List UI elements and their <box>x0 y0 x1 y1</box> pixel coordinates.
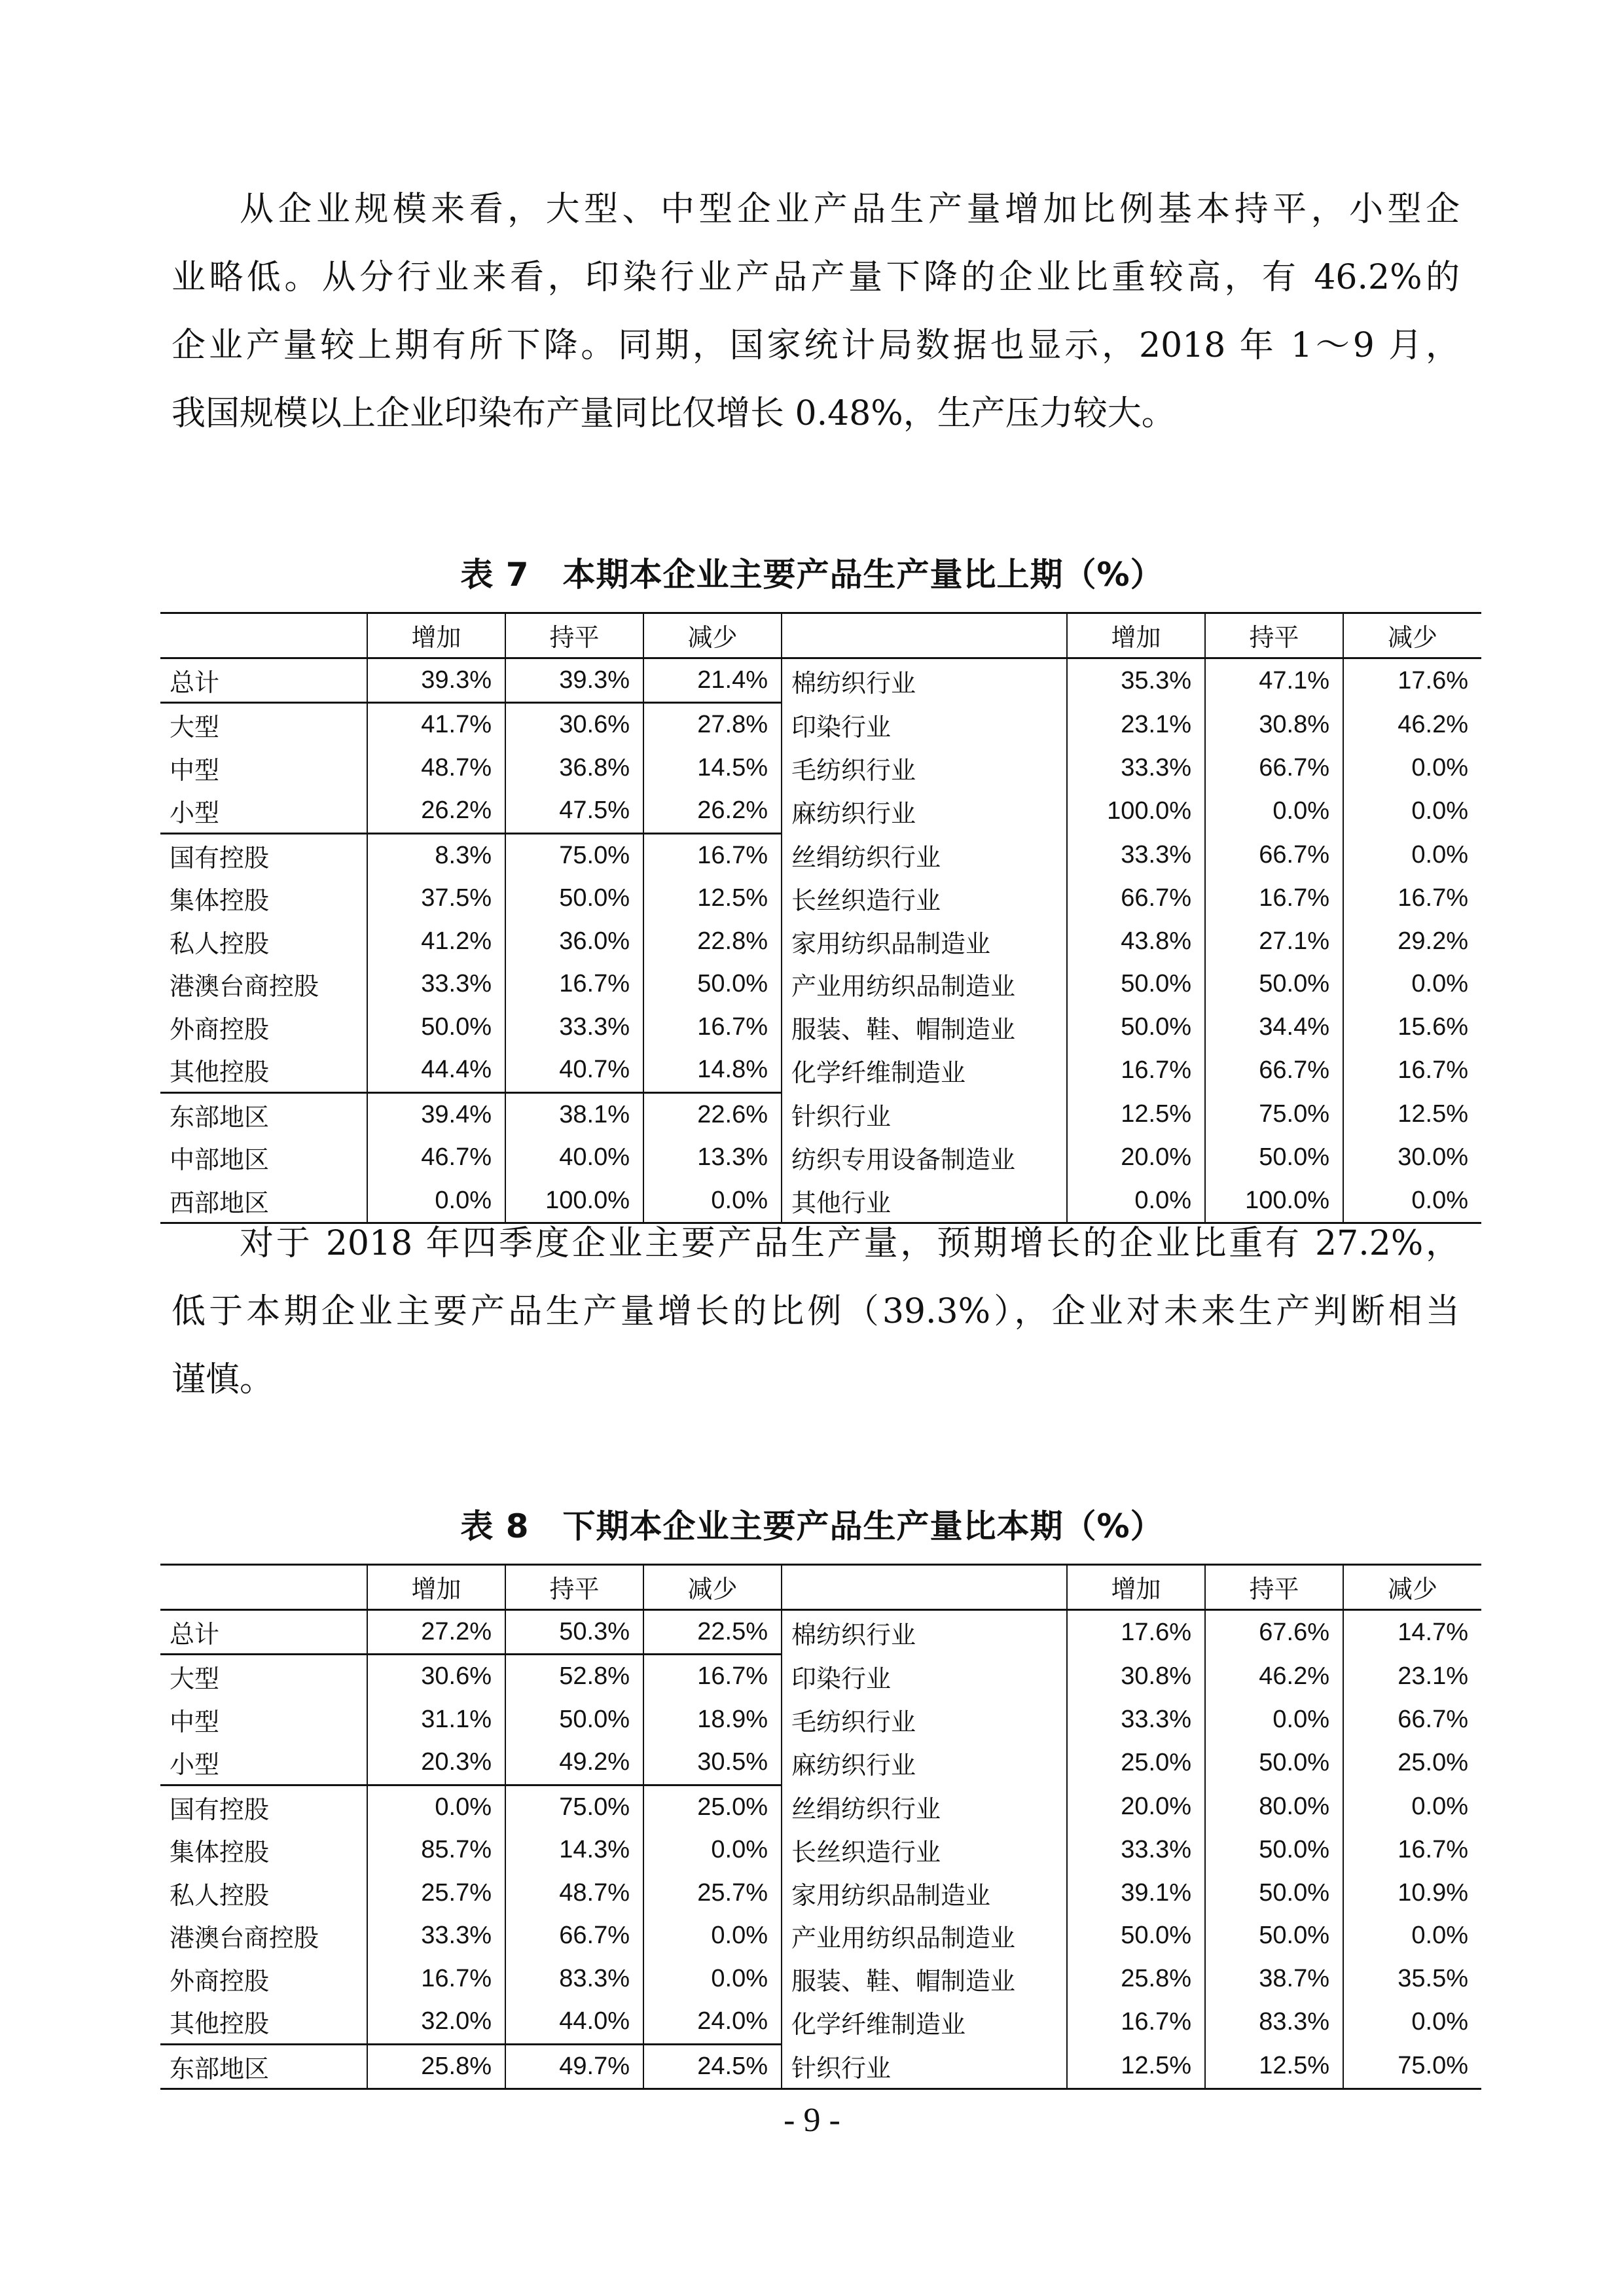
table-row <box>160 833 1481 877</box>
value-cell: 75.0% <box>1343 2044 1481 2089</box>
row-label-cell: 家用纺织品制造业 <box>782 1872 1067 1915</box>
value-cell: 32.0% <box>367 2000 505 2044</box>
value-cell: 50.0% <box>1067 1914 1205 1958</box>
table-row <box>160 789 1481 833</box>
value-cell: 25.0% <box>1398 1749 1468 1776</box>
value-cell: 50.0% <box>1205 963 1343 1006</box>
row-label-cell: 集体控股 <box>160 1829 367 1872</box>
table-8 <box>160 1564 1481 2090</box>
value-cell: 25.8% <box>1067 1958 1205 2001</box>
value-cell: 39.3% <box>505 658 643 703</box>
row-label-cell: 中型 <box>160 1698 367 1742</box>
table-row <box>160 963 1481 1006</box>
value-cell: 66.7% <box>1067 877 1205 920</box>
value-cell: 33.3% <box>1067 1698 1205 1742</box>
column-header: 持平 <box>1205 1565 1343 1610</box>
row-label-cell: 集体控股 <box>160 877 367 920</box>
row-label-cell: 产业用纺织品制造业 <box>782 963 1067 1006</box>
table-row <box>160 747 1481 790</box>
value-cell: 49.7% <box>505 2044 643 2089</box>
value-cell: 24.0% <box>643 2000 782 2044</box>
value-cell: 27.2% <box>367 1609 505 1655</box>
value-cell: 0.0% <box>1411 2008 1468 2036</box>
value-cell: 29.2% <box>1398 927 1468 955</box>
value-cell: 47.5% <box>505 789 643 833</box>
value-cell: 33.3% <box>367 963 505 1006</box>
value-cell: 27.1% <box>1205 920 1343 963</box>
table-row <box>160 703 1481 747</box>
column-header <box>160 1565 367 1610</box>
row-label-cell: 总计 <box>160 1609 367 1655</box>
value-cell: 100.0% <box>1205 1179 1343 1223</box>
column-header: 增加 <box>367 1565 505 1610</box>
paragraph-1-line-4: 我国规模以上企业印染布产量同比仅增长 0.48%，生产压力较大。 <box>171 394 1176 433</box>
value-cell: 0.0% <box>367 1785 505 1829</box>
page-number: - 9 - <box>784 2102 840 2139</box>
value-cell: 14.8% <box>643 1049 782 1092</box>
paragraph-1-line-3: 企业产量较上期有所下降。同期，国家统计局数据也显示，2018 年 1～9 月， <box>171 326 1460 365</box>
column-header: 增加 <box>367 613 505 658</box>
value-cell: 25.8% <box>367 2044 505 2089</box>
value-cell: 33.3% <box>1067 747 1205 790</box>
value-cell: 23.1% <box>1398 1662 1468 1690</box>
paragraph-2 <box>171 1210 1460 1414</box>
value-cell: 66.7% <box>1205 833 1343 877</box>
value-cell: 22.5% <box>643 1609 782 1655</box>
row-label-cell: 国有控股 <box>160 1785 367 1829</box>
value-cell: 39.1% <box>1067 1872 1205 1915</box>
value-cell: 49.2% <box>505 1741 643 1785</box>
paragraph-1-line-1: 从企业规模来看，大型、中型企业产品生产量增加比例基本持平，小型企 <box>240 190 1460 229</box>
table-row <box>160 1006 1481 1049</box>
value-cell: 0.0% <box>1067 1179 1205 1223</box>
value-cell: 66.7% <box>1398 1705 1468 1733</box>
value-cell: 0.0% <box>1411 1793 1468 1820</box>
value-cell: 36.8% <box>505 747 643 790</box>
column-header: 减少 <box>1343 613 1481 658</box>
value-cell: 40.7% <box>505 1049 643 1092</box>
value-cell: 83.3% <box>1205 2000 1343 2044</box>
table-row <box>160 1698 1481 1742</box>
table-row <box>160 1049 1481 1092</box>
value-cell: 48.7% <box>367 747 505 790</box>
value-cell: 16.7% <box>643 1006 782 1049</box>
table-row <box>160 1958 1481 2001</box>
value-cell: 43.8% <box>1067 920 1205 963</box>
row-label-cell: 麻纺织行业 <box>782 789 1067 833</box>
row-label-cell: 棉纺织行业 <box>782 1609 1067 1655</box>
row-label-cell: 总计 <box>160 658 367 703</box>
row-label-cell: 东部地区 <box>160 1092 367 1136</box>
row-label-cell: 其他行业 <box>782 1179 1067 1223</box>
column-header <box>782 613 1067 658</box>
value-cell: 50.0% <box>1205 1829 1343 1872</box>
value-cell: 12.5% <box>1067 1092 1205 1136</box>
row-label-cell: 长丝织造行业 <box>782 1829 1067 1872</box>
paragraph-1-line-2: 业略低。从分行业来看，印染行业产品产量下降的企业比重较高，有 46.2%的 <box>171 258 1460 297</box>
value-cell: 12.5% <box>643 877 782 920</box>
row-label-cell: 私人控股 <box>160 920 367 963</box>
value-cell: 34.4% <box>1205 1006 1343 1049</box>
row-label-cell: 外商控股 <box>160 1958 367 2001</box>
table-row <box>160 2000 1481 2044</box>
row-label-cell: 印染行业 <box>782 703 1067 747</box>
value-cell: 39.4% <box>367 1092 505 1136</box>
value-cell: 47.1% <box>1205 658 1343 703</box>
column-header: 持平 <box>505 613 643 658</box>
column-header: 增加 <box>1067 1565 1205 1610</box>
column-header <box>782 1565 1067 1610</box>
row-label-cell: 针织行业 <box>782 1092 1067 1136</box>
value-cell: 0.0% <box>643 1829 782 1872</box>
value-cell: 35.3% <box>1067 658 1205 703</box>
row-label-cell: 纺织专用设备制造业 <box>782 1136 1067 1179</box>
table-row <box>160 920 1481 963</box>
value-cell: 0.0% <box>643 1958 782 2001</box>
row-label-cell: 小型 <box>160 1741 367 1785</box>
value-cell: 27.8% <box>643 703 782 747</box>
row-label-cell: 港澳台商控股 <box>160 963 367 1006</box>
value-cell: 0.0% <box>1411 970 1468 998</box>
column-header: 减少 <box>643 613 782 658</box>
value-cell: 50.0% <box>1205 1136 1343 1179</box>
value-cell: 13.3% <box>643 1136 782 1179</box>
value-cell: 33.3% <box>505 1006 643 1049</box>
value-cell: 50.0% <box>1205 1872 1343 1915</box>
value-cell: 38.7% <box>1205 1958 1343 2001</box>
row-label-cell: 棉纺织行业 <box>782 658 1067 703</box>
value-cell: 14.5% <box>643 747 782 790</box>
table-row <box>160 877 1481 920</box>
value-cell: 30.6% <box>505 703 643 747</box>
value-cell: 0.0% <box>367 1179 505 1223</box>
row-label-cell: 化学纤维制造业 <box>782 1049 1067 1092</box>
value-cell: 80.0% <box>1205 1785 1343 1829</box>
value-cell: 33.3% <box>1067 833 1205 877</box>
value-cell: 16.7% <box>1398 1056 1468 1084</box>
table-row <box>160 1609 1481 1655</box>
value-cell: 16.7% <box>643 833 782 877</box>
column-header: 持平 <box>1205 613 1343 658</box>
table-row <box>160 658 1481 703</box>
value-cell: 16.7% <box>367 1958 505 2001</box>
paragraph-2-line-3: 谨慎。 <box>171 1360 274 1399</box>
value-cell: 35.5% <box>1398 1964 1468 1992</box>
value-cell: 17.6% <box>1398 666 1468 694</box>
row-label-cell: 服装、鞋、帽制造业 <box>782 1958 1067 2001</box>
value-cell: 30.6% <box>367 1655 505 1698</box>
row-label-cell: 小型 <box>160 789 367 833</box>
row-label-cell: 丝绢纺织行业 <box>782 1785 1067 1829</box>
row-label-cell: 长丝织造行业 <box>782 877 1067 920</box>
row-label-cell: 服装、鞋、帽制造业 <box>782 1006 1067 1049</box>
row-label-cell: 毛纺织行业 <box>782 1698 1067 1742</box>
value-cell: 8.3% <box>367 833 505 877</box>
value-cell: 37.5% <box>367 877 505 920</box>
row-label-cell: 西部地区 <box>160 1179 367 1223</box>
value-cell: 41.2% <box>367 920 505 963</box>
row-label-cell: 化学纤维制造业 <box>782 2000 1067 2044</box>
value-cell: 30.8% <box>1067 1655 1205 1698</box>
value-cell: 25.7% <box>643 1872 782 1915</box>
row-label-cell: 麻纺织行业 <box>782 1741 1067 1785</box>
value-cell: 75.0% <box>505 1785 643 1829</box>
value-cell: 50.0% <box>1205 1914 1343 1958</box>
value-cell: 67.6% <box>1205 1609 1343 1655</box>
row-label-cell: 印染行业 <box>782 1655 1067 1698</box>
value-cell: 12.5% <box>1067 2044 1205 2089</box>
row-label-cell: 外商控股 <box>160 1006 367 1049</box>
value-cell: 12.5% <box>1398 1100 1468 1128</box>
value-cell: 39.3% <box>367 658 505 703</box>
value-cell: 46.7% <box>367 1136 505 1179</box>
row-label-cell: 家用纺织品制造业 <box>782 920 1067 963</box>
value-cell: 75.0% <box>1205 1092 1343 1136</box>
row-label-cell: 东部地区 <box>160 2044 367 2089</box>
value-cell: 26.2% <box>643 789 782 833</box>
value-cell: 66.7% <box>505 1914 643 1958</box>
value-cell: 0.0% <box>1205 789 1343 833</box>
table-header-row <box>160 613 1481 658</box>
table-row <box>160 1655 1481 1698</box>
value-cell: 16.7% <box>1398 884 1468 912</box>
column-header: 减少 <box>1343 1565 1481 1610</box>
value-cell: 66.7% <box>1205 1049 1343 1092</box>
value-cell: 0.0% <box>643 1179 782 1223</box>
value-cell: 0.0% <box>643 1914 782 1958</box>
value-cell: 10.9% <box>1398 1878 1468 1907</box>
value-cell: 75.0% <box>505 833 643 877</box>
value-cell: 50.0% <box>1067 963 1205 1006</box>
column-header: 持平 <box>505 1565 643 1610</box>
paragraph-2-line-1: 对于 2018 年四季度企业主要产品生产量，预期增长的企业比重有 27.2%， <box>240 1224 1460 1263</box>
value-cell: 14.3% <box>505 1829 643 1872</box>
row-label-cell: 其他控股 <box>160 1049 367 1092</box>
value-cell: 20.3% <box>367 1741 505 1785</box>
row-label-cell: 中型 <box>160 747 367 790</box>
value-cell: 16.7% <box>1398 1836 1468 1864</box>
value-cell: 33.3% <box>367 1914 505 1958</box>
value-cell: 16.7% <box>1067 2000 1205 2044</box>
value-cell: 16.7% <box>1205 877 1343 920</box>
row-label-cell: 国有控股 <box>160 833 367 877</box>
column-header: 增加 <box>1067 613 1205 658</box>
value-cell: 44.4% <box>367 1049 505 1092</box>
value-cell: 24.5% <box>643 2044 782 2089</box>
row-label-cell: 丝绢纺织行业 <box>782 833 1067 877</box>
paragraph-1 <box>171 175 1460 448</box>
value-cell: 30.5% <box>643 1741 782 1785</box>
value-cell: 50.3% <box>505 1609 643 1655</box>
value-cell: 41.7% <box>367 703 505 747</box>
value-cell: 50.0% <box>1067 1006 1205 1049</box>
value-cell: 48.7% <box>505 1872 643 1915</box>
table-8-caption: 表 8 下期本企业主要产品生产量比本期（%） <box>460 1507 1164 1545</box>
value-cell: 25.0% <box>1067 1741 1205 1785</box>
value-cell: 100.0% <box>505 1179 643 1223</box>
row-label-cell: 毛纺织行业 <box>782 747 1067 790</box>
table-7 <box>160 612 1481 1224</box>
row-label-cell: 其他控股 <box>160 2000 367 2044</box>
table-row <box>160 1829 1481 1872</box>
value-cell: 33.3% <box>1067 1829 1205 1872</box>
value-cell: 85.7% <box>367 1829 505 1872</box>
value-cell: 38.1% <box>505 1092 643 1136</box>
table-header-row <box>160 1565 1481 1610</box>
value-cell: 50.0% <box>505 877 643 920</box>
paragraph-2-line-2: 低于本期企业主要产品生产量增长的比例（39.3%），企业对未来生产判断相当 <box>171 1292 1460 1331</box>
value-cell: 50.0% <box>367 1006 505 1049</box>
value-cell: 40.0% <box>505 1136 643 1179</box>
value-cell: 0.0% <box>1411 753 1468 781</box>
value-cell: 21.4% <box>643 658 782 703</box>
value-cell: 50.0% <box>1205 1741 1343 1785</box>
row-label-cell: 私人控股 <box>160 1872 367 1915</box>
table-row <box>160 1872 1481 1915</box>
value-cell: 25.7% <box>367 1872 505 1915</box>
value-cell: 0.0% <box>1205 1698 1343 1742</box>
value-cell: 16.7% <box>1067 1049 1205 1092</box>
value-cell: 22.6% <box>643 1092 782 1136</box>
row-label-cell: 产业用纺织品制造业 <box>782 1914 1067 1958</box>
value-cell: 30.0% <box>1398 1143 1468 1172</box>
value-cell: 52.8% <box>505 1655 643 1698</box>
table-row <box>160 1136 1481 1179</box>
value-cell: 15.6% <box>1398 1013 1468 1041</box>
value-cell: 83.3% <box>505 1958 643 2001</box>
value-cell: 0.0% <box>1411 797 1468 825</box>
value-cell: 50.0% <box>505 1698 643 1742</box>
value-cell: 17.6% <box>1067 1609 1205 1655</box>
table-7-caption: 表 7 本期本企业主要产品生产量比上期（%） <box>460 556 1164 594</box>
table-row <box>160 2044 1481 2089</box>
value-cell: 16.7% <box>643 1655 782 1698</box>
value-cell: 100.0% <box>1067 789 1205 833</box>
row-label-cell: 港澳台商控股 <box>160 1914 367 1958</box>
value-cell: 30.8% <box>1205 703 1343 747</box>
row-label-cell: 大型 <box>160 1655 367 1698</box>
row-label-cell: 针织行业 <box>782 2044 1067 2089</box>
value-cell: 44.0% <box>505 2000 643 2044</box>
value-cell: 0.0% <box>1411 841 1468 869</box>
value-cell: 12.5% <box>1205 2044 1343 2089</box>
value-cell: 36.0% <box>505 920 643 963</box>
value-cell: 46.2% <box>1398 710 1468 738</box>
value-cell: 16.7% <box>505 963 643 1006</box>
value-cell: 25.0% <box>643 1785 782 1829</box>
row-label-cell: 大型 <box>160 703 367 747</box>
table-row <box>160 1785 1481 1829</box>
value-cell: 0.0% <box>1343 1179 1481 1223</box>
value-cell: 50.0% <box>643 963 782 1006</box>
value-cell: 0.0% <box>1411 1922 1468 1950</box>
value-cell: 18.9% <box>643 1698 782 1742</box>
value-cell: 46.2% <box>1205 1655 1343 1698</box>
value-cell: 20.0% <box>1067 1785 1205 1829</box>
value-cell: 23.1% <box>1067 703 1205 747</box>
value-cell: 14.7% <box>1398 1618 1468 1646</box>
table-row <box>160 1092 1481 1136</box>
value-cell: 31.1% <box>367 1698 505 1742</box>
table-row <box>160 1741 1481 1785</box>
value-cell: 66.7% <box>1205 747 1343 790</box>
row-label-cell: 中部地区 <box>160 1136 367 1179</box>
value-cell: 22.8% <box>643 920 782 963</box>
value-cell: 26.2% <box>367 789 505 833</box>
table-row <box>160 1914 1481 1958</box>
column-header: 减少 <box>643 1565 782 1610</box>
value-cell: 20.0% <box>1067 1136 1205 1179</box>
column-header <box>160 613 367 658</box>
